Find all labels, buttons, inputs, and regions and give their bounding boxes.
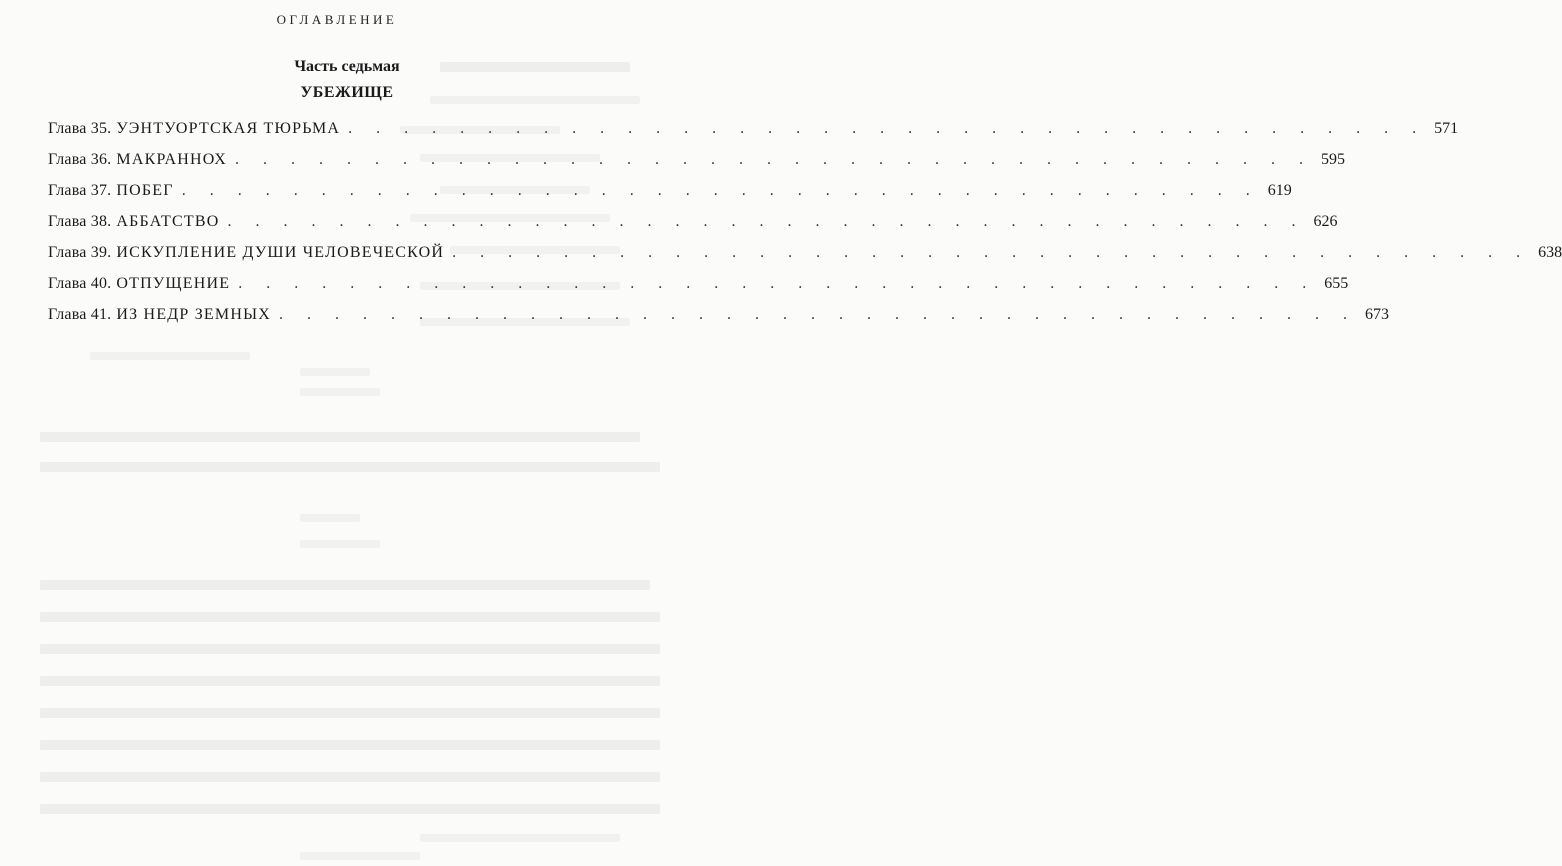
- toc-page-number: 626: [1313, 213, 1338, 230]
- dot-leader: . . . . . . . . . . . . . . . . . . . . . . . . . . . . . . . . . . . . . . .: [227, 213, 1306, 230]
- toc-page-number: 595: [1321, 151, 1346, 168]
- dot-leader: . . . . . . . . . . . . . . . . . . . . . . . . . . . . . . . . . . . . . . .: [348, 120, 1427, 137]
- toc-page-number: 571: [1434, 120, 1459, 137]
- table-of-contents: [48, 120, 1562, 337]
- toc-chapter-title: МАКРАННОХ: [116, 151, 228, 168]
- toc-entry-35: [48, 120, 1459, 151]
- dot-leader: . . . . . . . . . . . . . . . . . . . . . . . . . . . . . . . . . . . . . . .: [452, 244, 1531, 261]
- toc-entry-36: [48, 151, 1346, 182]
- toc-entry-37: [48, 182, 1292, 213]
- toc-chapter-number: Глава 35.: [48, 120, 112, 137]
- toc-chapter-number: Глава 39.: [48, 244, 112, 261]
- toc-chapter-number: Глава 37.: [48, 182, 112, 199]
- toc-page-number: 638: [1538, 244, 1562, 261]
- part-label: Часть седьмая: [294, 58, 400, 75]
- running-head: ОГЛАВЛЕНИЕ: [276, 12, 398, 27]
- toc-chapter-title: УЭНТУОРТСКАЯ ТЮРЬМА: [116, 120, 341, 137]
- toc-chapter-number: Глава 38.: [48, 213, 112, 230]
- toc-page-number: 619: [1267, 182, 1292, 199]
- dot-leader: . . . . . . . . . . . . . . . . . . . . . . . . . . . . . . . . . . . . . . .: [278, 306, 1357, 323]
- toc-chapter-title: ПОБЕГ: [116, 182, 174, 199]
- toc-entry-41: [48, 306, 1389, 337]
- toc-chapter-number: Глава 41.: [48, 306, 112, 323]
- toc-chapter-title: ИСКУПЛЕНИЕ ДУШИ ЧЕЛОВЕЧЕСКОЙ: [116, 244, 445, 261]
- toc-chapter-title: ОТПУЩЕНИЕ: [116, 275, 231, 292]
- toc-page-number: 655: [1324, 275, 1349, 292]
- dot-leader: . . . . . . . . . . . . . . . . . . . . . . . . . . . . . . . . . . . . . . .: [238, 275, 1317, 292]
- dot-leader: . . . . . . . . . . . . . . . . . . . . . . . . . . . . . . . . . . . . . . .: [235, 151, 1314, 168]
- toc-chapter-number: Глава 40.: [48, 275, 112, 292]
- toc-chapter-title: АББАТСТВО: [116, 213, 220, 230]
- toc-entry-38: [48, 213, 1338, 244]
- toc-entry-39: [48, 244, 1562, 275]
- toc-entry-40: [48, 275, 1349, 306]
- dot-leader: . . . . . . . . . . . . . . . . . . . . . . . . . . . . . . . . . . . . . . .: [181, 182, 1260, 199]
- toc-chapter-title: ИЗ НЕДР ЗЕМНЫХ: [116, 306, 271, 323]
- part-title: УБЕЖИЩЕ: [300, 84, 394, 101]
- toc-page-number: 673: [1364, 306, 1389, 323]
- toc-chapter-number: Глава 36.: [48, 151, 112, 168]
